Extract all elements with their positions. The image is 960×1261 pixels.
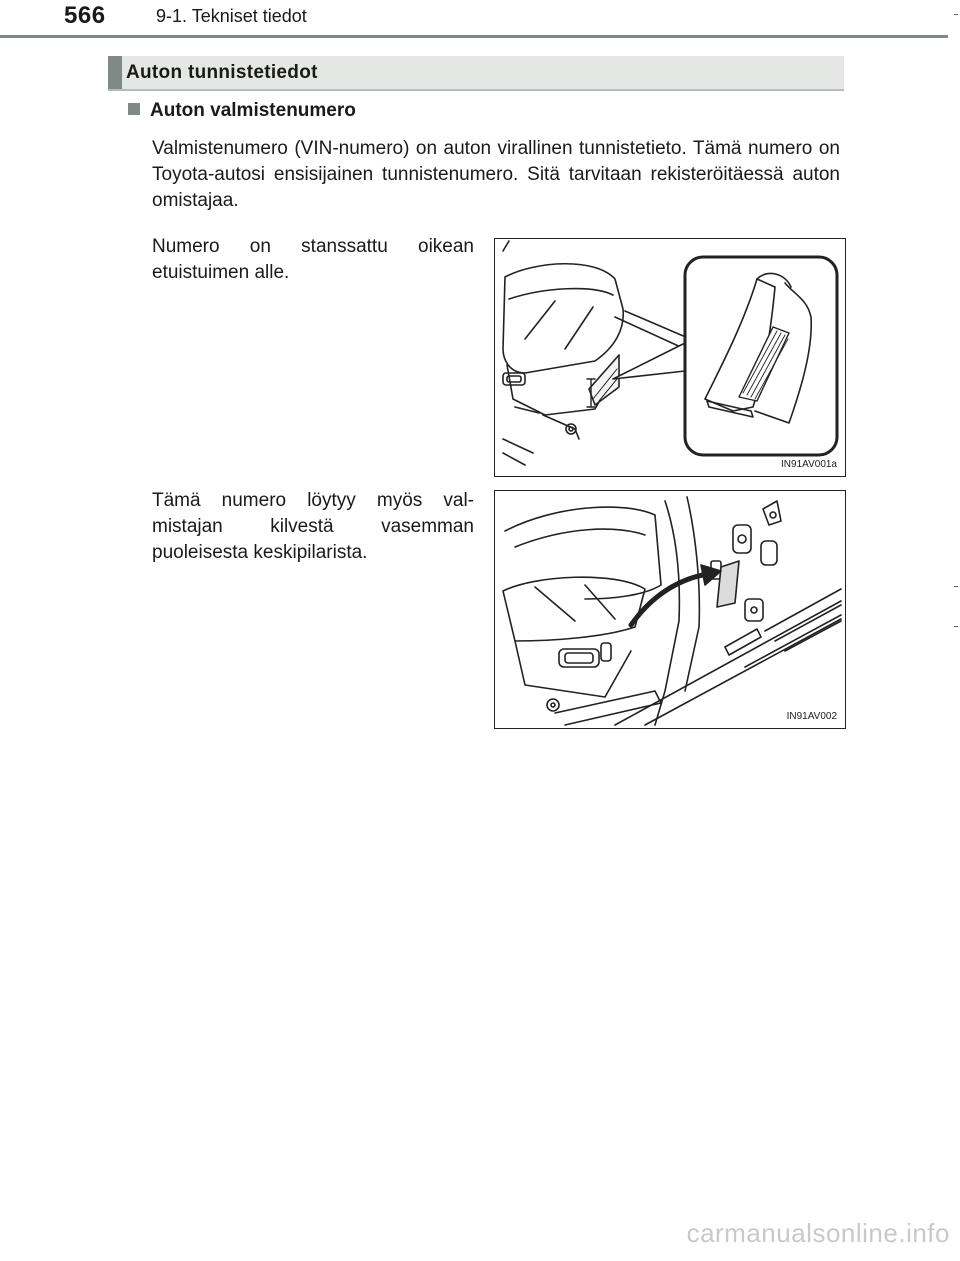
door-pillar-illustration-icon [495,491,845,728]
paragraph-pillar-location: Tämä numero löytyy myös val-mistajan kilvestä vasemman puoleisesta keskipilarista. [152,490,474,563]
edge-mark [954,586,958,587]
square-bullet-icon [128,103,140,115]
section-accent [108,56,122,89]
figure-2-code: IN91AV002 [786,711,837,722]
subsection-heading [128,100,356,122]
edge-mark [954,14,958,15]
section-title: Auton tunnistetiedot [126,62,318,83]
page-number: 566 [64,2,106,29]
paragraph-vin-intro: Valmistenumero (VIN-numero) on auton virallinen tunnistetieto. Tämä numero on Toyota-autosi ensisijainen tunnistenumero. Sitä tarvitaan rekisteröitäessä auton omistajaa. [152,138,840,211]
chapter-title: 9-1. Tekniset tiedot [156,6,307,26]
figure-seat-vin [494,238,846,477]
subsection-heading-text: Auton valmistenumero [150,100,356,121]
paragraph-seat-location: Numero on stanssattu oikean etuistuimen alle. [152,236,474,283]
figure-1-code: IN91AV001a [781,459,837,470]
header-rule [0,35,948,38]
edge-mark [954,626,958,627]
watermark-text: carmanualsonline.info [686,1218,950,1248]
figure-pillar-plate [494,490,846,729]
section-header [108,56,844,91]
seat-vin-illustration-icon [495,239,845,476]
